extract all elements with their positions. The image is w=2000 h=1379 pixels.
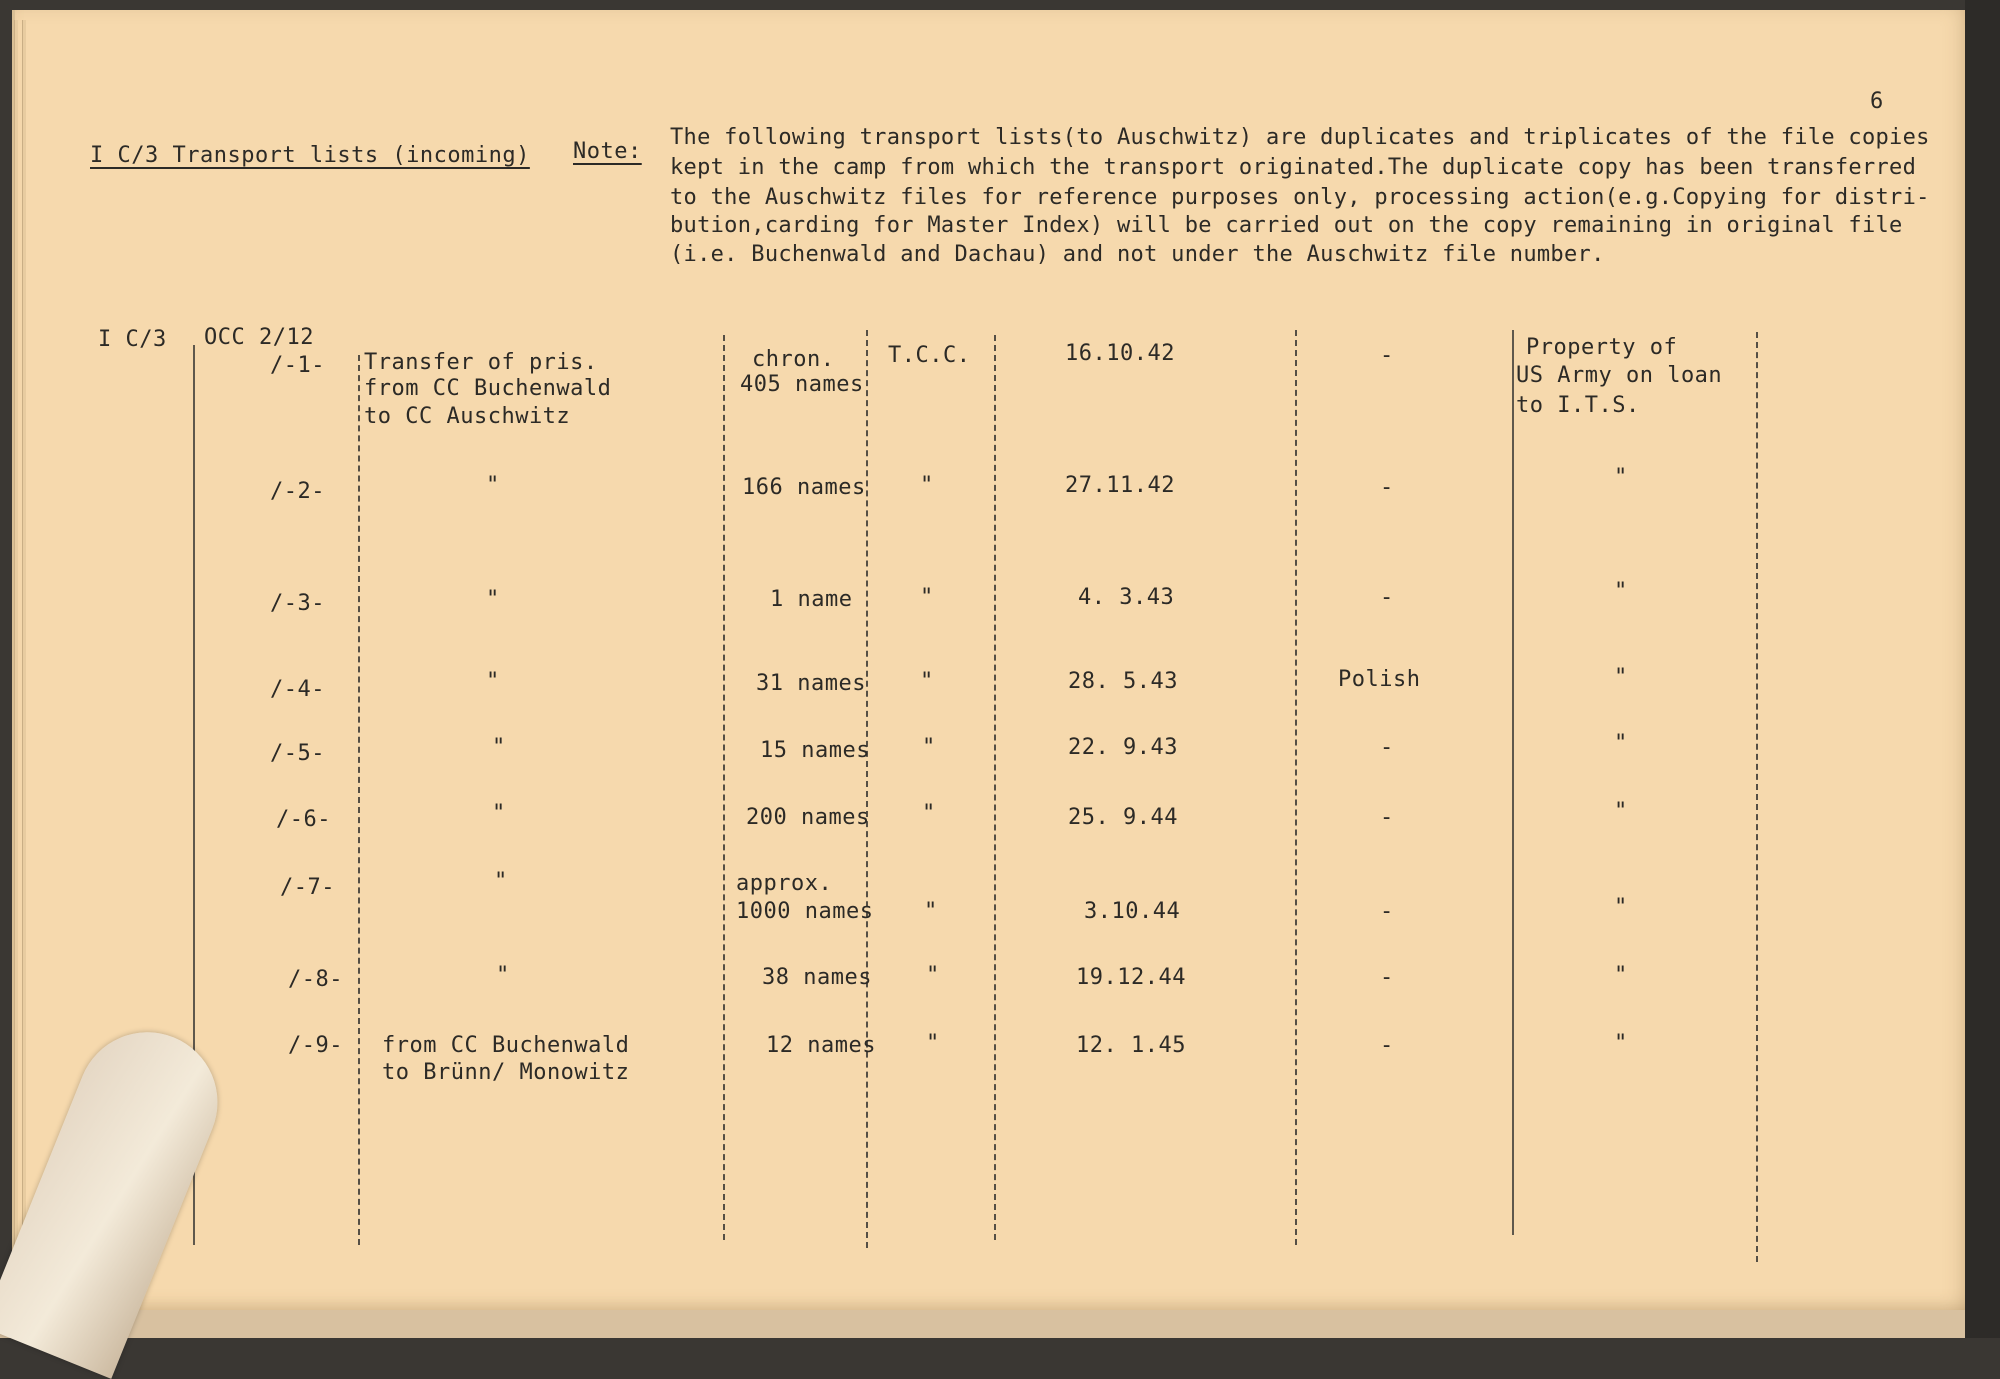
entry-number: /-2- — [270, 479, 325, 504]
entry-number: /-1- — [270, 353, 325, 378]
entry-property: " — [1614, 1031, 1628, 1056]
column-rule — [1295, 330, 1297, 1245]
occ-reference: OCC 2/12 — [204, 325, 314, 350]
entry-tcc: " — [920, 669, 934, 694]
entry-property: US Army on loan — [1516, 363, 1723, 388]
entry-description: to CC Auschwitz — [364, 404, 571, 429]
entry-property: " — [1614, 665, 1628, 690]
entry-property: " — [1614, 799, 1628, 824]
entry-date: 4. 3.43 — [1078, 585, 1175, 610]
note-label: Note: — [573, 139, 642, 164]
entry-description: " — [486, 669, 500, 694]
entry-names: 1000 names — [736, 899, 874, 924]
entry-description: " — [492, 735, 506, 760]
entry-remark: - — [1380, 735, 1394, 760]
entry-date: 28. 5.43 — [1068, 669, 1178, 694]
entry-remark: - — [1380, 585, 1394, 610]
entry-date: 22. 9.43 — [1068, 735, 1178, 760]
note-line: (i.e. Buchenwald and Dachau) and not under the Auschwitz file number. — [670, 242, 1605, 267]
binder-bottom — [0, 1310, 2000, 1338]
entry-property: " — [1614, 465, 1628, 490]
note-line: to the Auschwitz files for reference purposes only, processing action(e.g.Copying for distri- — [670, 185, 1930, 210]
entry-property: Property of — [1526, 335, 1678, 360]
entry-date: 16.10.42 — [1065, 341, 1175, 366]
entry-date: 3.10.44 — [1084, 899, 1181, 924]
entry-tcc: " — [926, 963, 940, 988]
entry-tcc: " — [920, 585, 934, 610]
column-rule — [1756, 332, 1758, 1262]
entry-remark: - — [1380, 805, 1394, 830]
note-line: The following transport lists(to Auschwitz) are duplicates and triplicates of the file copies — [670, 125, 1930, 150]
entry-tcc: " — [926, 1031, 940, 1056]
page-edge — [22, 20, 26, 1310]
entry-names: approx. — [736, 871, 833, 896]
entry-remark: - — [1380, 475, 1394, 500]
entry-property: " — [1614, 963, 1628, 988]
entry-number: /-7- — [280, 875, 335, 900]
entry-property: to I.T.S. — [1516, 393, 1640, 418]
entry-names: 38 names — [762, 965, 872, 990]
entry-number: /-9- — [288, 1033, 343, 1058]
entry-tcc: " — [924, 899, 938, 924]
entry-remark: - — [1380, 899, 1394, 924]
column-rule — [723, 335, 725, 1240]
entry-tcc: " — [922, 801, 936, 826]
entry-date: 12. 1.45 — [1076, 1033, 1186, 1058]
entry-remark: Polish — [1338, 667, 1421, 692]
section-heading: I C/3 Transport lists (incoming) — [90, 143, 530, 168]
column-rule — [866, 330, 868, 1248]
column-rule — [358, 355, 360, 1245]
entry-number: /-3- — [270, 591, 325, 616]
entry-names: 166 names — [742, 475, 866, 500]
column-rule — [1512, 330, 1514, 1235]
entry-remark: - — [1380, 343, 1394, 368]
entry-date: 27.11.42 — [1065, 473, 1175, 498]
column-rule — [994, 335, 996, 1240]
entry-names: 15 names — [760, 738, 870, 763]
entry-property: " — [1614, 731, 1628, 756]
entry-number: /-8- — [288, 967, 343, 992]
page-number: 6 — [1870, 89, 1884, 114]
entry-number: /-5- — [270, 741, 325, 766]
entry-tcc: " — [922, 735, 936, 760]
entry-description: from CC Buchenwald — [364, 376, 612, 401]
entry-names: 200 names — [746, 805, 870, 830]
entry-description: to Brünn/ Monowitz — [382, 1060, 630, 1085]
entry-property: " — [1614, 895, 1628, 920]
entry-description: " — [486, 587, 500, 612]
entry-description: from CC Buchenwald — [382, 1033, 630, 1058]
entry-date: 25. 9.44 — [1068, 805, 1178, 830]
note-line: kept in the camp from which the transport originated.The duplicate copy has been transferred — [670, 155, 1917, 180]
entry-date: 19.12.44 — [1076, 965, 1186, 990]
entry-remark: - — [1380, 1033, 1394, 1058]
entry-number: /-4- — [270, 677, 325, 702]
entry-names: 31 names — [756, 671, 866, 696]
entry-description: Transfer of pris. — [364, 350, 598, 375]
binder-right — [1965, 0, 2000, 1338]
entry-tcc: T.C.C. — [888, 343, 971, 368]
entry-names: 405 names — [740, 372, 864, 397]
entry-names: 1 name — [770, 587, 853, 612]
note-line: bution,carding for Master Index) will be carried out on the copy remaining in original file — [670, 213, 1903, 238]
entry-description: " — [496, 963, 510, 988]
entry-number: /-6- — [276, 807, 331, 832]
entry-tcc: " — [920, 473, 934, 498]
entry-property: " — [1614, 579, 1628, 604]
entry-description: " — [494, 869, 508, 894]
entry-names: chron. — [752, 347, 835, 372]
entry-names: 12 names — [766, 1033, 876, 1058]
entry-description: " — [486, 473, 500, 498]
file-reference: I C/3 — [98, 327, 167, 352]
page-edge — [14, 20, 18, 1310]
entry-remark: - — [1380, 965, 1394, 990]
entry-description: " — [492, 801, 506, 826]
